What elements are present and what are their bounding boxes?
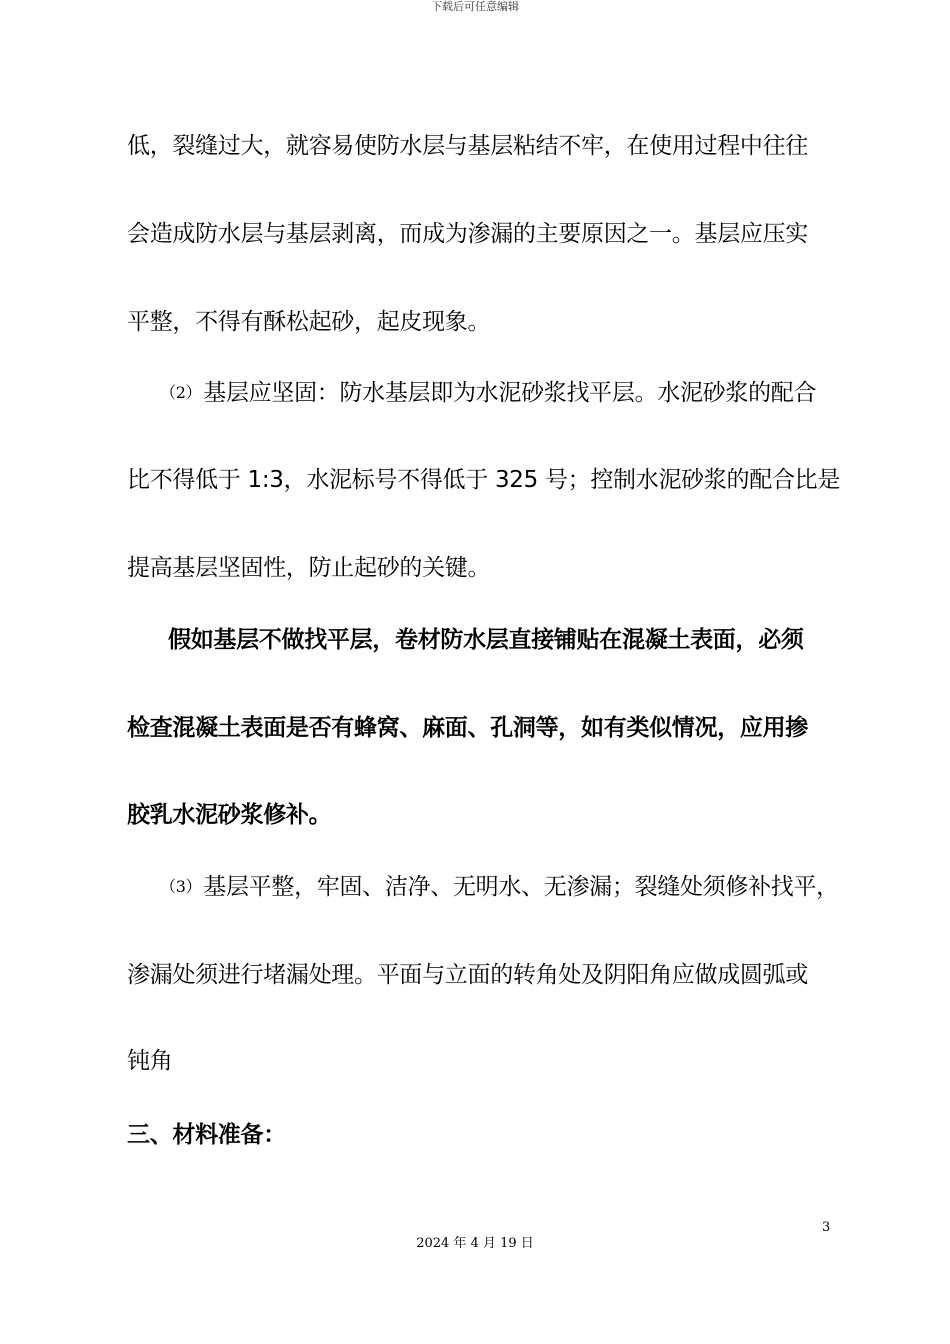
paragraph-line: 比不得低于 1:3，水泥标号不得低于 325 号；控制水泥砂浆的配合比是 [127, 467, 841, 493]
paragraph-line-numbered [160, 378, 816, 408]
paragraph-text: 基层平整，牢固、洁净、无明水、无渗漏；裂缝处须修补找平， [203, 874, 839, 900]
paragraph-line: 渗漏处须进行堵漏处理。平面与立面的转角处及阴阳角应做成圆弧或 [127, 962, 809, 988]
paragraph-line: 钝角 [127, 1048, 173, 1074]
item-number: （3） [160, 877, 202, 896]
bold-paragraph-line: 检查混凝土表面是否有蜂窝、麻面、孔洞等，如有类似情况，应用掺 [127, 715, 809, 741]
paragraph-text: 基层应坚固：防水基层即为水泥砂浆找平层。水泥砂浆的配合 [203, 380, 817, 406]
paragraph-line: 低，裂缝过大，就容易使防水层与基层粘结不牢，在使用过程中往往 [127, 133, 809, 159]
section-heading: 三、材料准备： [127, 1122, 286, 1148]
paragraph-line: 提高基层坚固性，防止起砂的关键。 [127, 555, 491, 581]
page-header: 下载后可任意编辑 [431, 0, 519, 13]
bold-paragraph-line: 胶乳水泥砂浆修补。 [127, 802, 332, 828]
paragraph-line: 会造成防水层与基层剥离，而成为渗漏的主要原因之一。基层应压实 [127, 221, 809, 247]
page-number: 3 [822, 1220, 831, 1235]
footer-date: 2024 年 4 月 19 日 [416, 1236, 534, 1251]
bold-paragraph-line: 假如基层不做找平层，卷材防水层直接铺贴在混凝土表面，必须 [168, 627, 804, 653]
paragraph-line-numbered [160, 872, 839, 902]
paragraph-line: 平整，不得有酥松起砂，起皮现象。 [127, 309, 491, 335]
item-number: （2） [160, 383, 202, 402]
